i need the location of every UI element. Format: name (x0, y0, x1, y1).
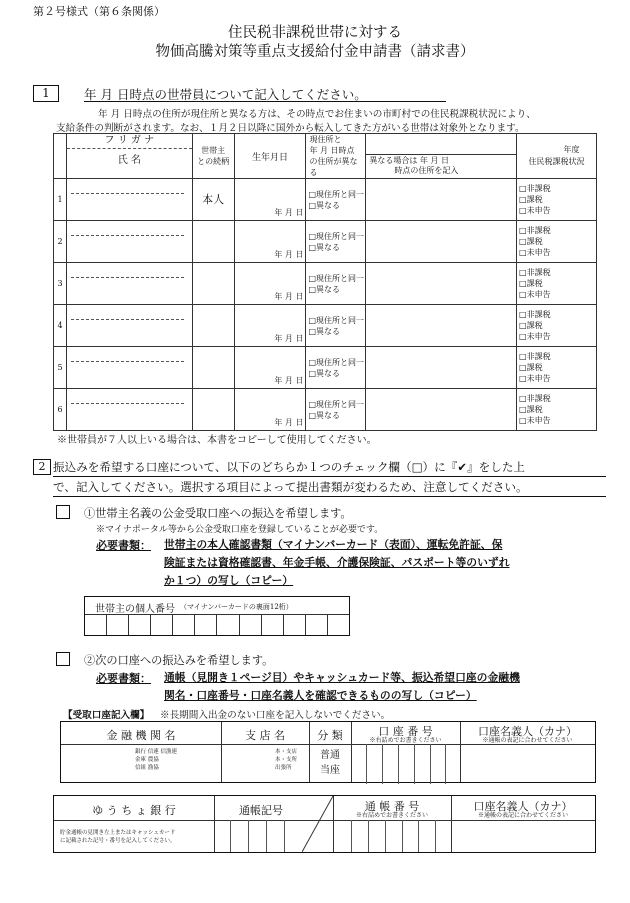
member-row (54, 179, 597, 221)
address-header-3: の住所が異なる (309, 157, 358, 177)
nontaxable-checkbox[interactable]: □非課税 (519, 310, 551, 319)
relation-value[interactable] (192, 389, 234, 431)
birthdate-field[interactable]: 年 月 日 (234, 221, 306, 263)
relation-value[interactable] (192, 221, 234, 263)
yucho-bank-header: ゆ う ち ょ 銀 行 (92, 804, 176, 817)
account-holder-header: 口座名義人（カナ） (478, 725, 577, 738)
branch-name-header: 支 店 名 (245, 729, 285, 742)
section-1-heading: 年 月 日時点の世帯員について記入してください。 (84, 87, 367, 102)
different-address-checkbox[interactable]: □異なる (308, 326, 341, 336)
birthdate-header: 生年月日 (234, 134, 306, 179)
member-row (54, 305, 597, 347)
account-holder-note: ※通帳の表記に合わせてください (482, 737, 573, 744)
previous-address-field[interactable] (366, 179, 517, 221)
yucho-symbol-header: 通帳記号 (239, 804, 283, 817)
ordinary-account-option[interactable]: 普通 (320, 750, 340, 761)
previous-address-field[interactable] (366, 221, 517, 263)
account-caption: 【受取口座記入欄】 (63, 710, 150, 721)
same-address-checkbox[interactable]: □現住所と同一 (308, 189, 365, 199)
different-address-checkbox[interactable]: □異なる (308, 410, 341, 420)
taxable-checkbox[interactable]: □課税 (519, 363, 543, 372)
birthdate-field[interactable]: 年 月 日 (234, 347, 306, 389)
relation-header-2: との続柄 (197, 157, 230, 166)
taxable-checkbox[interactable]: □課税 (519, 405, 543, 414)
branch-kinds-line-2: 本・支所 (275, 757, 298, 763)
yucho-account-box (53, 795, 596, 853)
tax-year-header: 年度 (563, 145, 580, 154)
row-number: 2 (54, 221, 67, 263)
diff-address-header-2: 時点の住所を記入 (394, 166, 459, 175)
previous-address-field[interactable] (366, 389, 517, 431)
taxable-checkbox[interactable]: □課税 (519, 321, 543, 330)
nontaxable-checkbox[interactable]: □非課税 (519, 226, 551, 235)
section-2-number: 2 (33, 459, 51, 475)
option-1-note: ※マイナポータル等から公金受取口座を登録していることが必要です。 (96, 525, 384, 535)
row-number: 1 (54, 179, 67, 221)
branch-kinds-line-3: 出張所 (275, 765, 292, 771)
option-1-required-label: 必要書類： (96, 539, 151, 552)
same-address-checkbox[interactable]: □現住所と同一 (308, 273, 365, 283)
relation-value[interactable] (192, 347, 234, 389)
bank-kinds-line-3: 信組 漁協 (135, 765, 159, 771)
section-2-heading-line-1: 振込みを希望する口座について、以下のどちらか１つのチェック欄（□）に『✔』をした上 (53, 460, 526, 474)
option-1-label: ①世帯主名義の公金受取口座への振込を希望します。 (84, 507, 352, 520)
row-number: 6 (54, 389, 67, 431)
previous-address-field[interactable] (366, 263, 517, 305)
not-filed-checkbox[interactable]: □未申告 (519, 374, 551, 383)
taxable-checkbox[interactable]: □課税 (519, 279, 543, 288)
birthdate-field[interactable]: 年 月 日 (234, 305, 306, 347)
mynumber-label: 世帯主の個人番号 (95, 604, 175, 615)
option-1-required-line-3: か１つ）の写し（コピー） (164, 574, 294, 587)
option-2-label: ②次の口座への振込みを希望します。 (84, 654, 274, 667)
option-2-checkbox[interactable] (56, 652, 70, 666)
diff-address-header-1: 異なる場合は 年 月 日 (369, 156, 449, 165)
different-address-checkbox[interactable]: □異なる (308, 284, 341, 294)
row-number: 3 (54, 263, 67, 305)
account-type-header: 分 類 (317, 729, 343, 742)
taxable-checkbox[interactable]: □課税 (519, 237, 543, 246)
tax-status-header: 住民税課税状況 (528, 157, 585, 166)
option-1-required-line-1: 世帯主の本人確認書類（マイナンバーカード（表面）、運転免許証、保 (164, 538, 503, 551)
account-caption-note: ※長期間入出金のない口座を記入しないでください。 (160, 710, 391, 721)
mynumber-box (84, 596, 350, 636)
previous-address-field[interactable] (366, 305, 517, 347)
bank-kinds[interactable] (135, 748, 177, 772)
birthdate-field[interactable]: 年 月 日 (234, 263, 306, 305)
option-2-required-label: 必要書類： (96, 672, 151, 685)
section-1-footnote: ※世帯員が７人以上いる場合は、本書をコピーして使用してください。 (57, 435, 377, 446)
row-number: 4 (54, 305, 67, 347)
not-filed-checkbox[interactable]: □未申告 (519, 248, 551, 257)
section-1-note-line-1: 年 月 日時点の住所が現住所と異なる方は、その時点でお住まいの市町村での住民税課税状況により、 (98, 109, 536, 120)
different-address-checkbox[interactable]: □異なる (308, 242, 341, 252)
title-line-2: 物価高騰対策等重点支援給付金申請書（請求書） (155, 44, 475, 60)
member-row (54, 263, 597, 305)
not-filed-checkbox[interactable]: □未申告 (519, 290, 551, 299)
same-address-checkbox[interactable]: □現住所と同一 (308, 231, 365, 241)
nontaxable-checkbox[interactable]: □非課税 (519, 394, 551, 403)
member-row (54, 389, 597, 431)
nontaxable-checkbox[interactable]: □非課税 (519, 268, 551, 277)
mynumber-note: （マイナンバーカードの裏面12桁） (180, 603, 293, 611)
bank-name-header: 金 融 機 関 名 (106, 729, 176, 742)
yucho-note-line-2: に記載された記号・番号を記入してください。 (60, 838, 176, 844)
relation-value: 本人 (192, 179, 234, 221)
option-2-required-line-1: 通帳（見開き１ページ目）やキャッシュカード等、振込希望口座の金融機 (164, 671, 520, 684)
name-header: 氏 名 (117, 155, 141, 166)
section-2-underline-2 (53, 496, 606, 497)
yucho-number-note: ※右詰めでお書きください (355, 812, 428, 819)
section-1-underline (84, 101, 446, 102)
option-1-required-line-2: 険証または資格確認書、年金手帳、介護保険証、パスポート等のいずれ (164, 556, 510, 569)
section-1-note-line-2: 支給条件の判断がされます。なお、１月２日以降に国外から転入してきた方がいる世帯は対象外となります。 (56, 123, 525, 134)
account-number-note: ※右詰めでお書きください (369, 737, 442, 744)
birthdate-field[interactable]: 年 月 日 (234, 389, 306, 431)
household-members-table (53, 133, 597, 431)
mynumber-digit-cells[interactable] (85, 614, 349, 635)
nontaxable-checkbox[interactable]: □非課税 (519, 352, 551, 361)
not-filed-checkbox[interactable]: □未申告 (519, 416, 551, 425)
different-address-checkbox[interactable]: □異なる (308, 368, 341, 378)
row-number: 5 (54, 347, 67, 389)
member-row (54, 221, 597, 263)
address-header-1: 現住所と (309, 135, 342, 144)
yucho-note (60, 829, 176, 845)
section-1-number: 1 (33, 85, 59, 102)
same-address-checkbox[interactable]: □現住所と同一 (308, 315, 365, 325)
member-row (54, 347, 597, 389)
form-number: 第２号様式（第６条関係） (33, 5, 165, 18)
checking-account-option[interactable]: 当座 (320, 765, 340, 776)
bank-kinds-line-1: 銀行 信連 信漁連 (135, 749, 177, 755)
same-address-checkbox[interactable]: □現住所と同一 (308, 357, 365, 367)
not-filed-checkbox[interactable]: □未申告 (519, 206, 551, 215)
option-1-checkbox[interactable] (56, 505, 70, 519)
nontaxable-checkbox[interactable]: □非課税 (519, 184, 551, 193)
account-type-options[interactable] (309, 748, 351, 778)
taxable-checkbox[interactable]: □課税 (519, 195, 543, 204)
furigana-header: フ リ ガ ナ (67, 134, 192, 149)
relation-value[interactable] (192, 263, 234, 305)
branch-kinds[interactable] (275, 748, 297, 772)
yucho-note-line-1: 貯金通帳の見開き左上またはキャッシュカード (60, 830, 176, 836)
yucho-number-header: 通 帳 番 号 (364, 800, 420, 813)
previous-address-field[interactable] (366, 347, 517, 389)
not-filed-checkbox[interactable]: □未申告 (519, 332, 551, 341)
relation-value[interactable] (192, 305, 234, 347)
relation-header-1: 世帯主 (201, 146, 226, 155)
yucho-holder-header: 口座名義人（カナ） (473, 800, 573, 813)
same-address-checkbox[interactable]: □現住所と同一 (308, 399, 365, 409)
section-2-underline-1 (53, 476, 606, 477)
title-line-1: 住民税非課税世帯に対する (228, 25, 402, 41)
bank-account-box (60, 721, 596, 783)
section-2-heading-line-2: で、記入してください。選択する項目によって提出書類が変わるため、注意してください。 (53, 480, 528, 494)
option-2-required-line-2: 関名・口座番号・口座名義人を確認できるものの写し（コピー） (164, 689, 477, 702)
bank-kinds-line-2: 金庫 農協 (135, 757, 159, 763)
address-header-2: 年 月 日時点 (309, 146, 355, 155)
different-address-checkbox[interactable]: □異なる (308, 200, 341, 210)
birthdate-field[interactable]: 年 月 日 (234, 179, 306, 221)
yucho-holder-note: ※通帳の表記に合わせてください (477, 812, 568, 819)
account-number-header: 口 座 番 号 (378, 725, 433, 738)
branch-kinds-line-1: 本・支店 (275, 749, 298, 755)
